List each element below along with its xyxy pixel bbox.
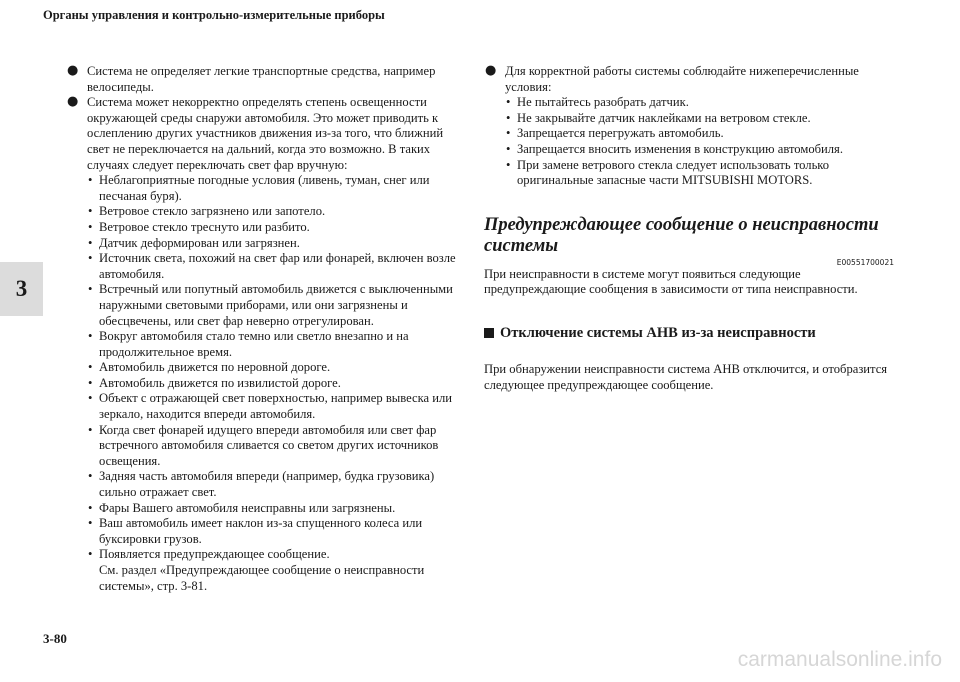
square-bullet-icon bbox=[484, 328, 494, 338]
sub-bullet-icon: • bbox=[88, 422, 93, 437]
sub-item: • Неблагоприятные погодные условия (ливень, туман, снег или песчаная буря). bbox=[88, 173, 430, 203]
sub-item: • Объект с отражающей свет поверхностью, например вывеска или зеркало, находится впереди автомобиля. bbox=[88, 391, 453, 422]
sub-bullet-icon: • bbox=[88, 173, 93, 188]
sub-item: • Ветровое стекло загрязнено или запотело. bbox=[88, 204, 326, 219]
sub-bullet-icon: • bbox=[88, 204, 93, 219]
sub-item: • Датчик деформирован или загрязнен. bbox=[88, 235, 300, 250]
right-column bbox=[484, 64, 894, 393]
chapter-number: 3 bbox=[15, 276, 28, 301]
sub-bullet-icon: • bbox=[88, 516, 93, 531]
sub-item: • Автомобиль движется по извилистой дороге. bbox=[88, 375, 341, 390]
section-code: E00551700021 bbox=[836, 257, 894, 267]
sub-bullet-icon: • bbox=[506, 126, 511, 141]
sub-item: • Ветровое стекло треснуто или разбито. bbox=[88, 219, 310, 234]
subsection-title: Отключение системы AHB из-за неисправности bbox=[484, 324, 894, 342]
sub-item: • Не закрывайте датчик наклейками на ветровом стекле. bbox=[506, 110, 811, 125]
sub-bullet-icon: • bbox=[88, 219, 93, 234]
running-header: Органы управления и контрольно-измерительные приборы bbox=[43, 8, 385, 22]
sub-bullet-icon: • bbox=[88, 375, 93, 390]
sub-bullet-icon: • bbox=[88, 500, 93, 515]
section-title: Предупреждающее сообщение о неисправности системы bbox=[484, 214, 879, 256]
sub-bullet-icon: • bbox=[88, 329, 93, 344]
sub-item: • При замене ветрового стекла следует использовать только оригинальные запасные части MITSUBISHI MOTORS. bbox=[506, 157, 830, 188]
sub-item: • Запрещается вносить изменения в конструкцию автомобиля. bbox=[506, 141, 843, 156]
section-paragraph: При неисправности в системе могут появиться следующие предупреждающие сообщения в зависимости от типа неисправности. bbox=[484, 266, 858, 297]
sub-item: • Когда свет фонарей идущего впереди автомобиля или свет фар встречного автомобиля сливается со светом других источников освещения. bbox=[88, 422, 439, 468]
left-column bbox=[66, 64, 462, 594]
sub-item: • Фары Вашего автомобиля неисправны или загрязнены. bbox=[88, 500, 396, 515]
chapter-tab bbox=[0, 262, 43, 316]
sub-bullet-icon: • bbox=[506, 110, 511, 125]
sub-bullet-icon: • bbox=[506, 95, 511, 110]
page-number: 3-80 bbox=[43, 631, 67, 646]
cross-reference-note: См. раздел «Предупреждающее сообщение о неисправности системы», стр. 3-81. bbox=[99, 563, 425, 593]
sub-bullet-icon: • bbox=[506, 141, 511, 156]
sub-item: • Вокруг автомобиля стало темно или светло внезапно и на продолжительное время. bbox=[88, 329, 409, 359]
sub-item: • Встречный или попутный автомобиль движется с выключенными наружными световыми приборами, или они загрязнены и обесцвечены, или свет фар неверно отрегулирован. bbox=[88, 282, 453, 328]
sub-bullet-icon: • bbox=[88, 547, 93, 562]
bullet-item: ● Для корректной работы системы соблюдайте нижеперечисленные условия: bbox=[485, 63, 859, 94]
sub-item: • Не пытайтесь разобрать датчик. bbox=[506, 95, 689, 110]
sub-bullet-icon: • bbox=[88, 360, 93, 375]
bullet-dot-icon: ● bbox=[485, 63, 497, 78]
sub-item: • Появляется предупреждающее сообщение. bbox=[88, 547, 330, 562]
sub-item: • Запрещается перегружать автомобиль. bbox=[506, 126, 724, 141]
subsection-paragraph: При обнаружении неисправности система AHB отключится, и отобразится следующее предупреждающее сообщение. bbox=[484, 361, 888, 392]
bullet-dot-icon: ● bbox=[67, 63, 79, 78]
sub-bullet-icon: • bbox=[88, 235, 93, 250]
sub-item: • Источник света, похожий на свет фар или фонарей, включен возле автомобиля. bbox=[88, 251, 456, 281]
sub-bullet-icon: • bbox=[88, 469, 93, 484]
sub-item: • Ваш автомобиль имеет наклон из-за спущенного колеса или буксировки грузов. bbox=[88, 516, 423, 546]
watermark: carmanualsonline.info bbox=[737, 648, 942, 671]
sub-item: • Автомобиль движется по неровной дороге. bbox=[88, 360, 331, 375]
sub-bullet-icon: • bbox=[88, 391, 93, 406]
sub-bullet-icon: • bbox=[506, 157, 511, 172]
sub-bullet-icon: • bbox=[88, 282, 93, 297]
sub-item: • Задняя часть автомобиля впереди (например, будка грузовика) сильно отражает свет. bbox=[88, 469, 435, 500]
bullet-dot-icon: ● bbox=[67, 94, 79, 110]
bullet-item: ● Система не определяет легкие транспортные средства, например велосипеды. bbox=[67, 63, 436, 94]
sub-bullet-icon: • bbox=[88, 251, 93, 266]
bullet-item: ● Система может некорректно определять степень освещенности окружающей среды снаружи автомобиля. Это может приводить к ослеплению других участников движения из-за того, что ближний свет не переключается на дальний, когда это возможно. В таких случаях следует переключать свет фар вручную: bbox=[67, 94, 444, 172]
